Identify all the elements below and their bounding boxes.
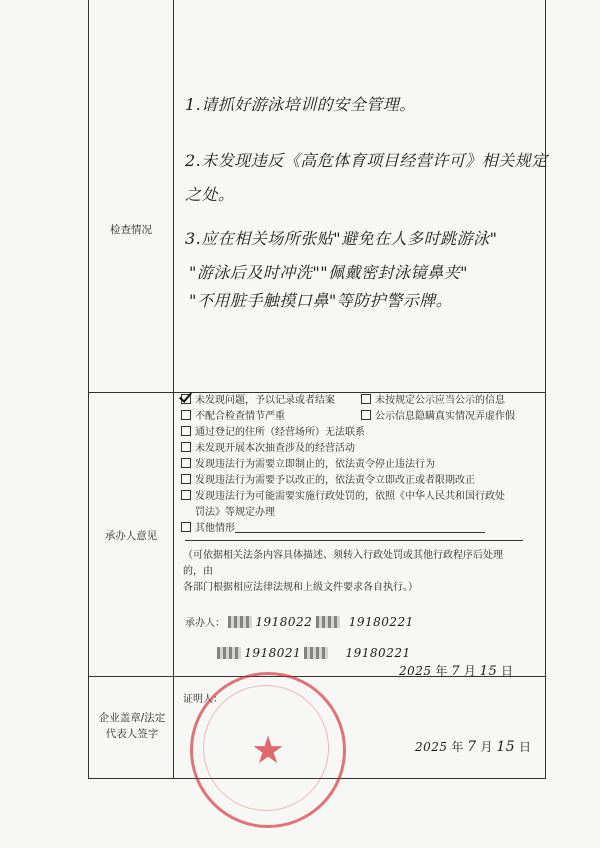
inspection-line-1: 1.请抓好游泳培训的安全管理。 [185, 95, 416, 114]
option-not-disclosed[interactable]: 未按规定公示应当公示的信息 [361, 394, 505, 408]
redacted-signature [316, 616, 340, 628]
redacted-signature [304, 647, 328, 659]
checkbox-icon[interactable] [181, 442, 191, 452]
note-line-1: （可依据相关法条内容具体描述、须转入行政处罚或其他行政程序后处理 [183, 550, 503, 561]
checkbox-icon[interactable] [361, 394, 371, 404]
inspection-line-6: "不用脏手触摸口鼻"等防护警示牌。 [189, 291, 453, 310]
witness-row: 证明人： [183, 694, 223, 705]
company-seal-icon [190, 672, 346, 828]
inspection-line-4: 3.应在相关场所张贴"避免在人多时跳游泳" [185, 229, 498, 248]
enterprise-date: 2025 年 7 月 15 日 [415, 739, 531, 755]
option-unreachable[interactable]: 通过登记的住所（经营场所）无法联系 [181, 426, 365, 440]
checkbox-icon[interactable] [181, 522, 191, 532]
row-divider-1 [89, 392, 545, 393]
checkbox-icon[interactable] [181, 410, 191, 420]
note-line-2: 的，由 [183, 566, 213, 577]
option-other[interactable]: 其他情形 [181, 522, 485, 536]
option-not-cooperative[interactable]: 不配合检查情节严重 [181, 410, 285, 424]
note-line-3: 各部门根据相应法律法规和上级文件要求各自执行。） [183, 582, 418, 593]
option-no-activity[interactable]: 未发现开展本次抽查涉及的经营活动 [181, 442, 355, 456]
enterprise-label: 企业盖章/法定代表人签字 [98, 712, 166, 740]
checkbox-icon[interactable] [361, 410, 371, 420]
option-correct-violation[interactable]: 发现违法行为需要予以改正的，依法责令立即改正或者限期改正 [181, 474, 475, 488]
handler-signature-row-2: 1918021 19180221 [217, 646, 411, 660]
checkbox-icon[interactable] [181, 458, 191, 468]
option-no-problem[interactable]: 未发现问题，予以记录或者结案 [181, 394, 335, 408]
inspection-label: 检查情况 [110, 224, 152, 236]
option-false-info[interactable]: 公示信息隐瞒真实情况弄虚作假 [361, 410, 515, 424]
redacted-signature [228, 616, 252, 628]
other-second-underline [185, 540, 523, 541]
redacted-signature [217, 647, 241, 659]
seal-star-icon: ★ [250, 728, 286, 772]
inspection-line-5: "游泳后及时冲洗""佩戴密封泳镜鼻夹" [189, 263, 468, 282]
option-administrative-penalty[interactable]: 发现违法行为可能需要实施行政处罚的，依照《中华人民共和国行政处 [181, 490, 505, 504]
handler-signature-row-1: 承办人： 1918022 19180221 [185, 615, 414, 629]
inspection-line-3: 之处。 [185, 185, 235, 204]
option-stop-violation[interactable]: 发现违法行为需要立即制止的，依法责令停止违法行为 [181, 458, 435, 472]
column-divider [173, 0, 174, 778]
checkbox-icon[interactable] [181, 474, 191, 484]
handler-date: 2025 年 7 月 15 日 [399, 664, 514, 679]
checkbox-icon[interactable] [181, 490, 191, 500]
other-underline [235, 532, 485, 533]
handler-opinion-label: 承办人意见 [104, 530, 158, 542]
option-administrative-penalty-cont: 罚法》等规定办理 [195, 507, 275, 518]
inspection-line-2: 2.未发现违反《高危体育项目经营许可》相关规定 [185, 151, 548, 170]
record-table [88, 0, 546, 779]
checkbox-icon[interactable] [181, 426, 191, 436]
checkbox-checked-icon[interactable] [181, 394, 191, 404]
